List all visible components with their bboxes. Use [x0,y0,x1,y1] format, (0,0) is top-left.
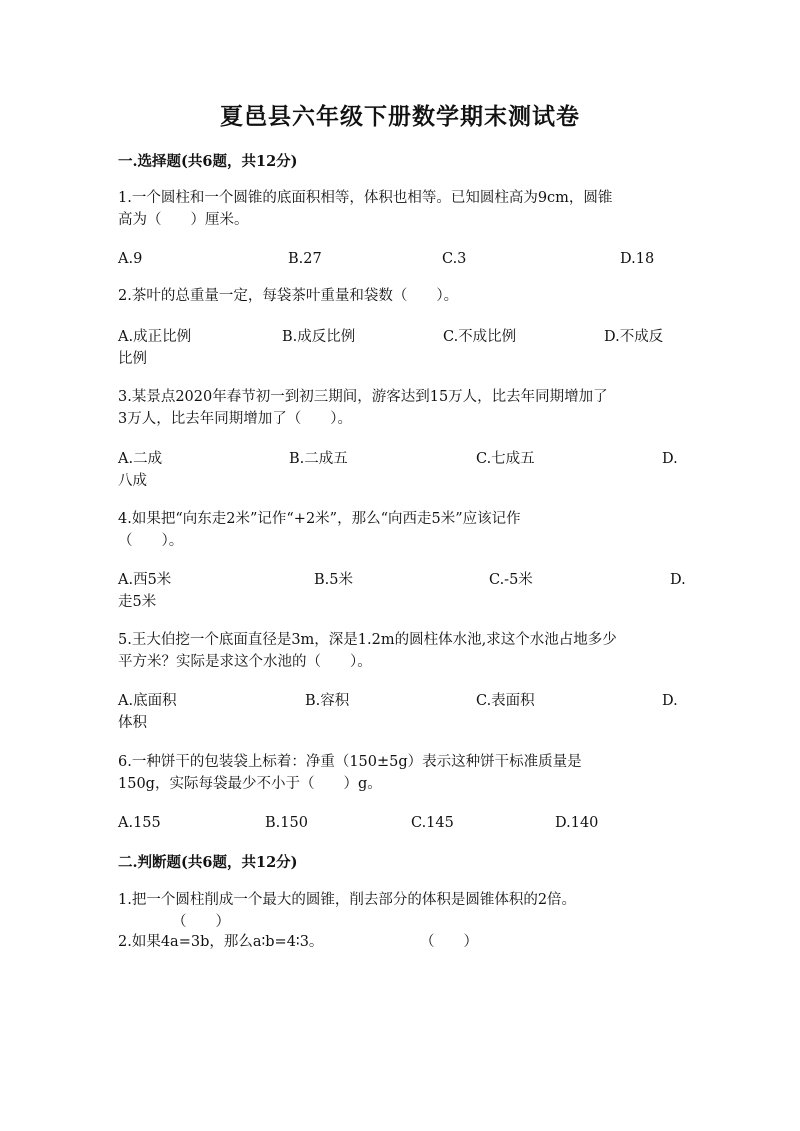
choice-question-2 [118,285,678,307]
section-heading-judge: 二.判断题(共6题，共12分) [118,854,298,871]
option-a[interactable]: A.底面积 [118,693,177,709]
options-row-4 [118,569,684,613]
options-row-2 [118,326,684,370]
question-text-line: 4.如果把“向东走2米”记作“+2米”，那么“向西走5米”应该记作 [118,511,521,527]
option-d-wrap: 走5米 [118,594,157,610]
options-row-5 [118,690,684,734]
option-a[interactable]: A.西5米 [118,572,172,588]
option-d[interactable]: D. [662,451,678,467]
question-text-line: 平方米？实际是求这个水池的（ ）。 [118,654,372,670]
choice-question-3 [118,386,678,430]
answer-blank[interactable]: （ ） [420,934,478,950]
question-text-line: 高为（ ）厘米。 [118,212,249,228]
judge-question-1 [118,889,678,933]
option-b[interactable]: B.容积 [305,693,350,709]
option-d-wrap: 八成 [118,473,147,489]
option-d-wrap: 比例 [118,351,147,367]
options-row-3 [118,448,684,492]
question-text-line: 6.一种饼干的包装袋上标着：净重（150±5g）表示这种饼干标准质量是 [118,754,582,770]
option-d[interactable]: D. [662,693,678,709]
option-b[interactable]: B.150 [265,815,308,831]
choice-question-5 [118,629,678,673]
option-a[interactable]: A.9 [118,251,143,267]
option-d[interactable]: D.不成反 [604,329,664,345]
option-c[interactable]: C.3 [442,251,467,267]
option-b[interactable]: B.二成五 [289,451,348,467]
question-text-line: 1.一个圆柱和一个圆锥的底面积相等，体积也相等。已知圆柱高为9cm，圆锥 [118,190,613,206]
option-c[interactable]: C.145 [411,815,454,831]
question-text-line: （ ）。 [118,533,184,549]
option-c[interactable]: C.-5米 [489,572,533,588]
judge-question-2 [118,931,678,953]
page-title: 夏邑县六年级下册数学期末测试卷 [220,103,580,130]
choice-question-1 [118,187,678,231]
option-a[interactable]: A.成正比例 [118,329,192,345]
question-text-line: 2.茶叶的总重量一定，每袋茶叶重量和袋数（ ）。 [118,288,459,304]
question-text-line: 1.把一个圆柱削成一个最大的圆锥，削去部分的体积是圆锥体积的2倍。 [118,892,577,908]
section-heading-choice: 一.选择题(共6题，共12分) [118,153,298,170]
option-d[interactable]: D. [670,572,686,588]
option-c[interactable]: C.七成五 [476,451,535,467]
options-row-6 [118,812,684,856]
choice-question-4 [118,508,678,552]
option-c[interactable]: C.表面积 [476,693,535,709]
option-a[interactable]: A.155 [118,815,161,831]
option-b[interactable]: B.成反比例 [282,329,356,345]
answer-blank[interactable]: （ ） [172,914,230,930]
option-d[interactable]: D.18 [620,251,655,267]
question-text-line: 2.如果4a=3b，那么a∶b=4∶3。 [118,934,324,950]
option-b[interactable]: B.5米 [314,572,353,588]
option-d-wrap: 体积 [118,715,147,731]
question-text-line: 3.某景点2020年春节初一到初三期间，游客达到15万人，比去年同期增加了 [118,389,608,405]
option-b[interactable]: B.27 [288,251,322,267]
question-text-line: 5.王大伯挖一个底面直径是3m，深是1.2m的圆柱体水池,求这个水池占地多少 [118,632,617,648]
question-text-line: 150g，实际每袋最少不小于（ ）g。 [118,776,382,792]
option-a[interactable]: A.二成 [118,451,163,467]
option-d[interactable]: D.140 [555,815,599,831]
question-text-line: 3万人，比去年同期增加了（ ）。 [118,411,352,427]
choice-question-6 [118,751,678,795]
option-c[interactable]: C.不成比例 [443,329,517,345]
